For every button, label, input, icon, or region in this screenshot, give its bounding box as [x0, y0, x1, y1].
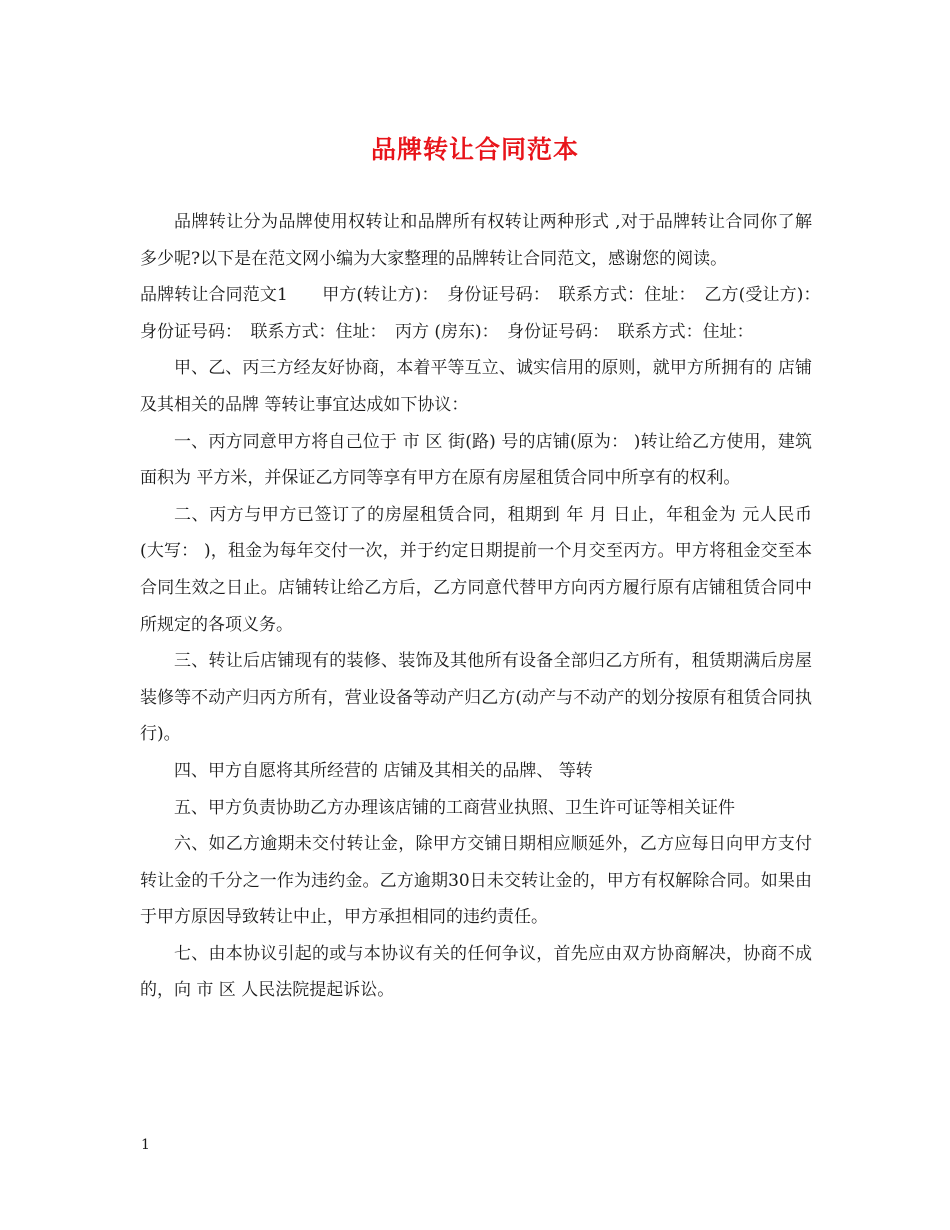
clause-6: 六、如乙方逾期未交付转让金，除甲方交铺日期相应顺延外，乙方应每日向甲方支付转让金的千分之一作为违约金。乙方逾期30日未交转让金的，甲方有权解除合同。如果由于甲方原因导致转让中止，甲方承担相同的违约责任。 — [140, 834, 812, 928]
clause-5: 五、甲方负责协助乙方办理该店铺的工商营业执照、卫生许可证等相关证件 — [174, 797, 735, 818]
intro-paragraph: 品牌转让分为品牌使用权转让和品牌所有权转让两种形式 ,对于品牌转让合同你了解多少呢?以下是在范文网小编为大家整理的品牌转让合同范文，感谢您的阅读。 — [140, 212, 812, 269]
parties-paragraph: 品牌转让合同范文1 甲方(转让方)： 身份证号码： 联系方式：住址： 乙方(受让方)： 身份证号码： 联系方式：住址： 丙方 (房东)： 身份证号码： 联系方式：住址： — [140, 285, 829, 342]
clause-2: 二、丙方与甲方已签订了的房屋租赁合同，租期到 年 月 日止，年租金为 元人民币(大写： )，租金为每年交付一次，并于约定日期提前一个月交至丙方。甲方将租金交至本合同生效之日止。店铺转让给乙方后，乙方同意代替甲方向丙方履行原有店铺租赁合同中所规定的各项义务。 — [140, 504, 812, 635]
document-title: 品牌转让合同范本 — [370, 135, 579, 164]
clause-4: 四、甲方自愿将其所经营的 店铺及其相关的品牌、 等转 — [174, 760, 593, 781]
agreement-preamble: 甲、乙、丙三方经友好协商，本着平等互立、诚实信用的原则，就甲方所拥有的 店铺及其相关的品牌 等转让事宜达成如下协议： — [140, 358, 812, 415]
clause-7: 七、由本协议引起的或与本协议有关的任何争议，首先应由双方协商解决，协商不成的，向 市 区 人民法院提起诉讼。 — [140, 943, 812, 1001]
clause-3: 三、转让后店铺现有的装修、装饰及其他所有设备全部归乙方所有，租赁期满后房屋装修等不动产归丙方所有，营业设备等动产归乙方(动产与不动产的划分按原有租赁合同执行)。 — [140, 651, 812, 745]
document-body — [140, 204, 829, 1009]
page-number: 1 — [141, 1137, 150, 1153]
clause-1: 一、丙方同意甲方将自己位于 市 区 街(路) 号的店铺(原为： )转让给乙方使用，建筑面积为 平方米，并保证乙方同等享有甲方在原有房屋租赁合同中所享有的权利。 — [140, 431, 812, 489]
